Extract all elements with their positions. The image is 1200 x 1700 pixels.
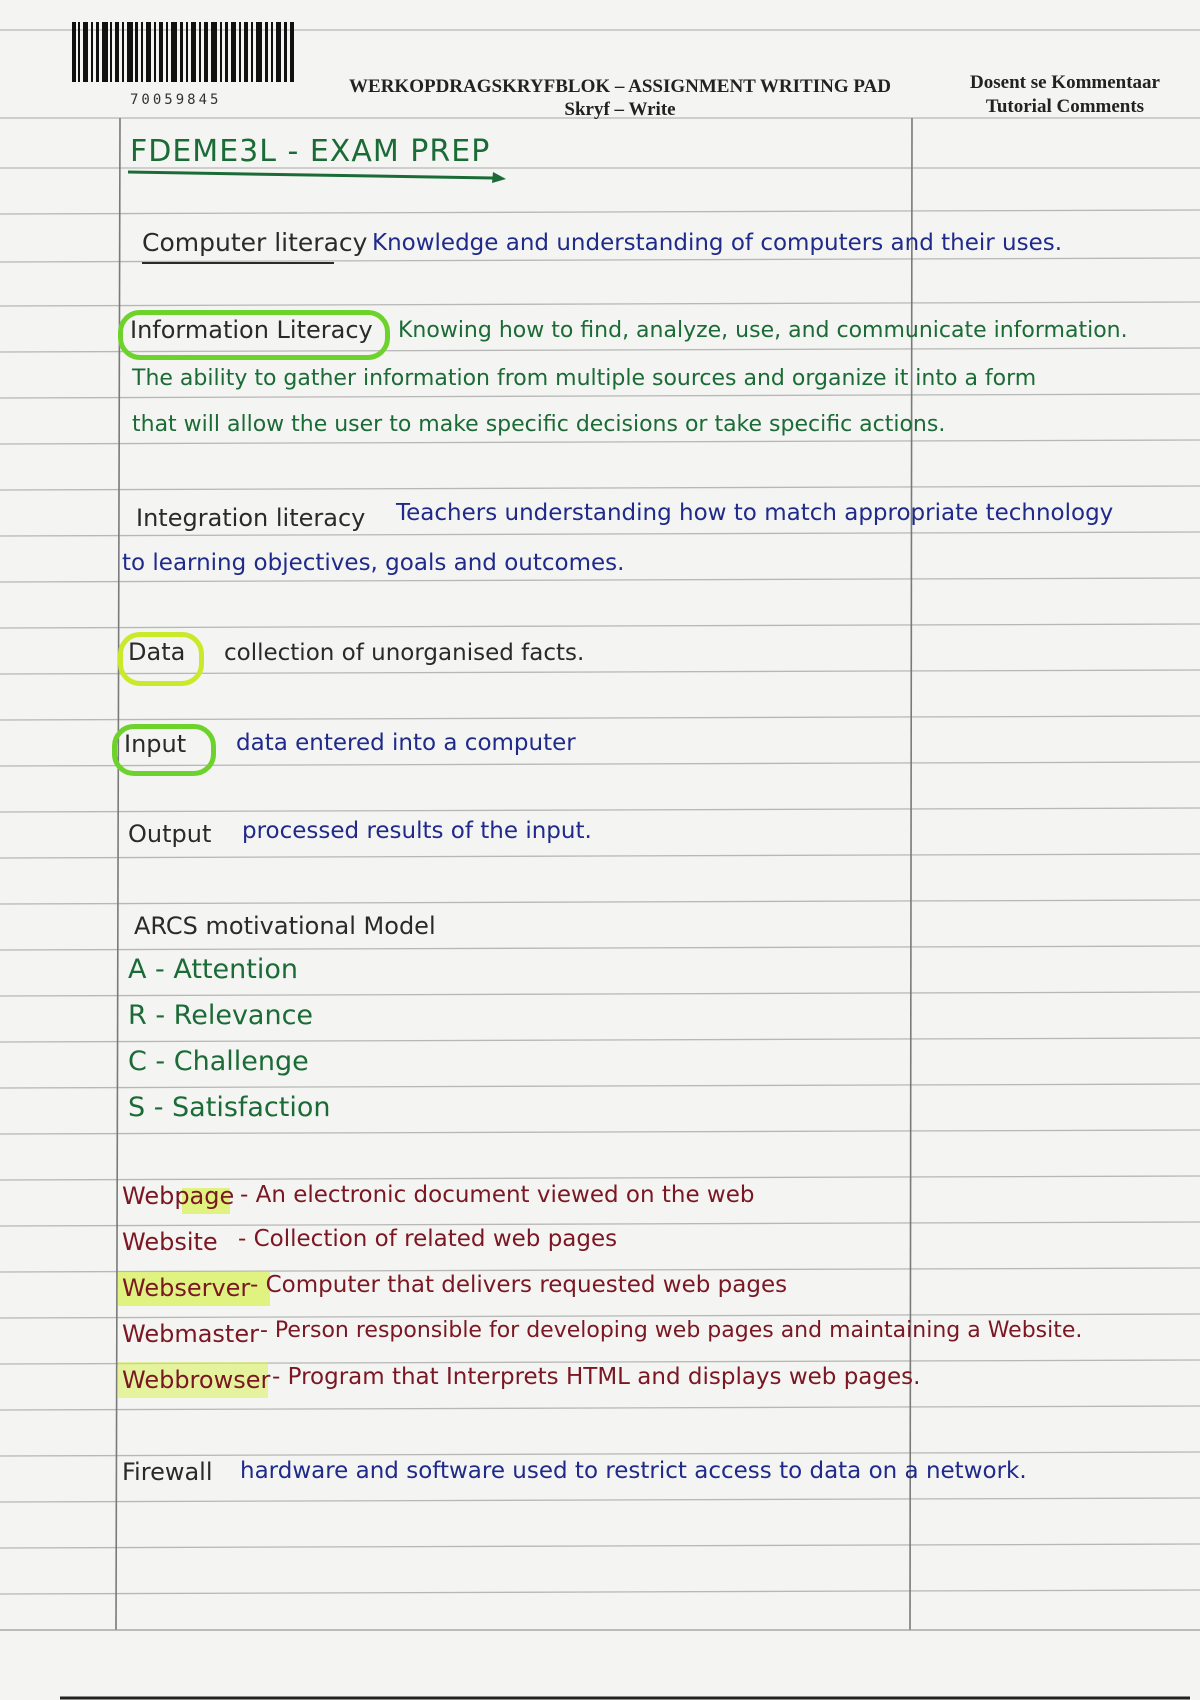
term-output: Output [128, 820, 212, 848]
page-title: FDEME3L - EXAM PREP [130, 134, 491, 169]
term-input: Input [124, 730, 187, 758]
def-webmaster: - Person responsible for developing web pages and maintaining a Website. [260, 1318, 1083, 1343]
def-output: processed results of the input. [242, 818, 592, 844]
def-integration-literacy-2: to learning objectives, goals and outcomes. [122, 550, 625, 576]
def-webserver: - Computer that delivers requested web pages [250, 1272, 788, 1298]
comments-heading: Dosent se Kommentaar [970, 72, 1160, 93]
def-webbrowser: - Program that Interprets HTML and displays web pages. [272, 1364, 921, 1390]
term-underline [142, 262, 334, 264]
pad-title: WERKOPDRAGSKRYFBLOK – ASSIGNMENT WRITING PAD [349, 76, 891, 97]
def-website: - Collection of related web pages [238, 1226, 618, 1252]
def-input: data entered into a computer [236, 730, 576, 756]
term-computer-literacy: Computer literacy [142, 228, 368, 257]
def-data: collection of unorganised facts. [224, 640, 585, 666]
def-webpage: - An electronic document viewed on the web [240, 1182, 755, 1208]
arcs-item: A - Attention [128, 954, 298, 985]
term-webbrowser: Webbrowser [122, 1366, 271, 1394]
title-underline-arrow [128, 168, 508, 184]
def-integration-literacy-1: Teachers understanding how to match appropriate technology [396, 500, 1114, 526]
def-computer-literacy: Knowledge and understanding of computers and their uses. [372, 230, 1063, 256]
def-firewall: hardware and software used to restrict access to data on a network. [240, 1458, 1027, 1484]
comments-subheading: Tutorial Comments [985, 96, 1145, 117]
arcs-item: R - Relevance [128, 1000, 314, 1031]
def-information-literacy-2: The ability to gather information from multiple sources and organize it into a form [132, 366, 1037, 391]
def-information-literacy-1: Knowing how to find, analyze, use, and communicate information. [398, 318, 1128, 343]
def-information-literacy-3: that will allow the user to make specific decisions or take specific actions. [132, 412, 946, 437]
arcs-heading: ARCS motivational Model [134, 912, 436, 940]
term-data: Data [128, 638, 186, 666]
pad-subtitle: Skryf – Write [564, 99, 676, 120]
term-website: Website [122, 1228, 218, 1256]
term-webpage: Webpage [122, 1182, 235, 1210]
barcode-number: 70059845 [130, 92, 222, 108]
term-integration-literacy: Integration literacy [136, 504, 366, 532]
arcs-item: C - Challenge [128, 1046, 309, 1077]
term-information-literacy: Information Literacy [130, 316, 373, 344]
arcs-item: S - Satisfaction [128, 1092, 331, 1123]
term-firewall: Firewall [122, 1458, 213, 1486]
term-webmaster: Webmaster [122, 1320, 259, 1348]
term-webserver: Webserver [122, 1274, 251, 1302]
